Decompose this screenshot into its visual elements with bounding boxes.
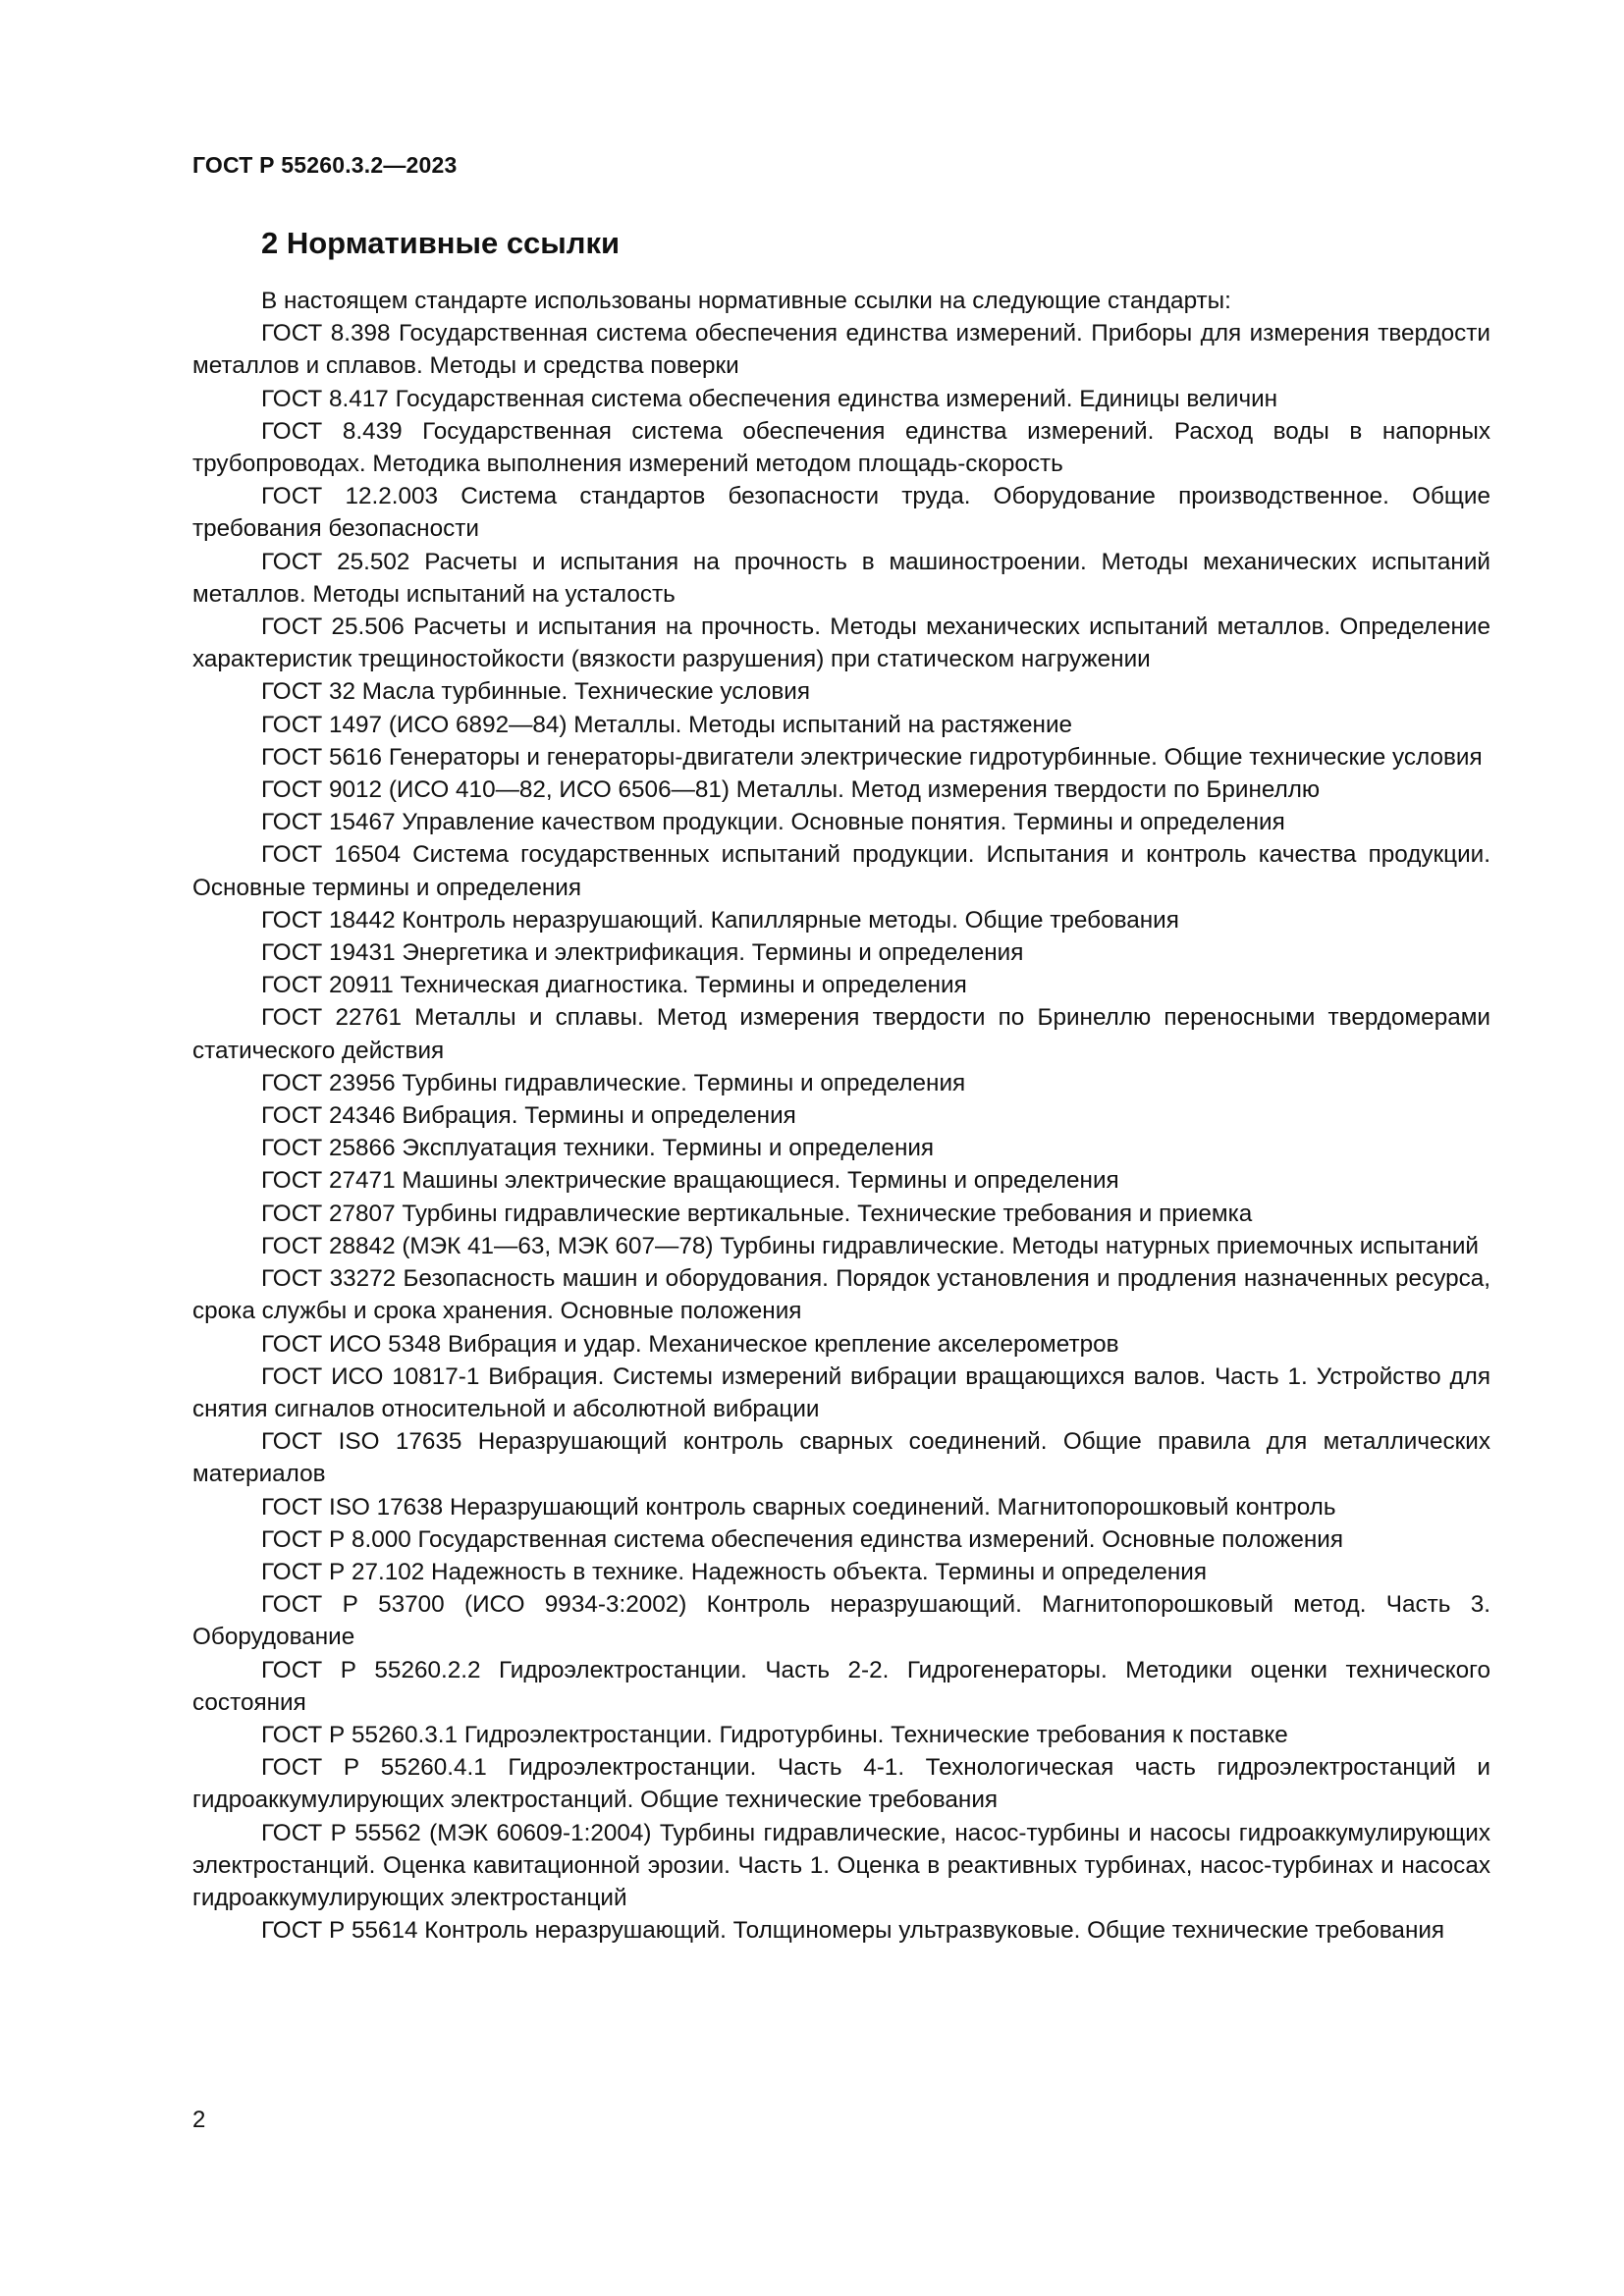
reference-item: ГОСТ 27471 Машины электрические вращающиеся. Термины и определения: [261, 1167, 1119, 1195]
reference-item: ГОСТ 19431 Энергетика и электрификация. Термины и определения: [261, 939, 1024, 967]
reference-item: ГОСТ Р 27.102 Надежность в технике. Надежность объекта. Термины и определения: [261, 1558, 1207, 1585]
reference-item: ГОСТ 15467 Управление качеством продукции. Основные понятия. Термины и определения: [261, 809, 1285, 836]
document-header: ГОСТ Р 55260.3.2—2023: [192, 152, 458, 178]
reference-item: ГОСТ 25.506 Расчеты и испытания на прочность. Методы механических испытаний металлов. Определение характеристик трещиностойкости (вязкости разрушения) при статическом нагружении: [192, 614, 1490, 673]
reference-item: ГОСТ 24346 Вибрация. Термины и определения: [261, 1102, 796, 1130]
reference-item: ГОСТ 5616 Генераторы и генераторы-двигатели электрические гидротурбинные. Общие технические условия: [261, 743, 1483, 771]
page-number: 2: [192, 2107, 206, 2133]
reference-item: ГОСТ 9012 (ИСО 410—82, ИСО 6506—81) Металлы. Метод измерения твердости по Бринеллю: [261, 776, 1321, 804]
intro-paragraph: В настоящем стандарте использованы нормативные ссылки на следующие стандарты:: [261, 288, 1231, 314]
reference-item: ГОСТ ИСО 10817-1 Вибрация. Системы измерений вибрации вращающихся валов. Часть 1. Устройство для снятия сигналов относительной и абсолютной вибрации: [192, 1362, 1490, 1422]
reference-item: ГОСТ 22761 Металлы и сплавы. Метод измерения твердости по Бринеллю переносными твердомерами статического действия: [192, 1004, 1490, 1064]
reference-item: ГОСТ 12.2.003 Система стандартов безопасности труда. Оборудование производственное. Общие требования безопасности: [192, 483, 1490, 543]
references-list: [192, 285, 1490, 1947]
reference-item: ГОСТ 27807 Турбины гидравлические вертикальные. Технические требования и приемка: [261, 1200, 1253, 1227]
reference-item: ГОСТ 8.398 Государственная система обеспечения единства измерений. Приборы для измерения твердости металлов и сплавов. Методы и средства поверки: [192, 320, 1490, 380]
reference-item: ГОСТ 32 Масла турбинные. Технические условия: [261, 678, 811, 706]
reference-item: ГОСТ Р 55260.2.2 Гидроэлектростанции. Часть 2-2. Гидрогенераторы. Методики оценки технического состояния: [192, 1656, 1490, 1716]
reference-item: ГОСТ 16504 Система государственных испытаний продукции. Испытания и контроль качества продукции. Основные термины и определения: [192, 841, 1490, 901]
reference-item: ГОСТ 1497 (ИСО 6892—84) Металлы. Методы испытаний на растяжение: [261, 711, 1073, 738]
reference-item: ГОСТ 23956 Турбины гидравлические. Термины и определения: [261, 1069, 966, 1096]
reference-item: ГОСТ 8.417 Государственная система обеспечения единства измерений. Единицы величин: [261, 385, 1278, 412]
reference-item: ГОСТ 8.439 Государственная система обеспечения единства измерений. Расход воды в напорных трубопроводах. Методика выполнения измерений методом площадь-скорость: [192, 417, 1490, 478]
reference-item: ГОСТ 33272 Безопасность машин и оборудования. Порядок установления и продления назначенных ресурса, срока службы и срока хранения. Основные положения: [192, 1265, 1490, 1325]
reference-item: ГОСТ Р 55562 (МЭК 60609-1:2004) Турбины гидравлические, насос-турбины и насосы гидроаккумулирующих электростанций. Оценка кавитационной эрозии. Часть 1. Оценка в реактивных турбинах, насос-турбинах и насосах гидроаккумулирующих электростанций: [192, 1819, 1490, 1911]
reference-item: ГОСТ ИСО 5348 Вибрация и удар. Механическое крепление акселерометров: [261, 1330, 1119, 1358]
reference-item: ГОСТ Р 8.000 Государственная система обеспечения единства измерений. Основные положения: [261, 1525, 1344, 1553]
reference-item: ГОСТ 25.502 Расчеты и испытания на прочность в машиностроении. Методы механических испытаний металлов. Методы испытаний на усталость: [192, 548, 1490, 608]
reference-item: ГОСТ ISO 17635 Неразрушающий контроль сварных соединений. Общие правила для металлических материалов: [192, 1428, 1490, 1488]
section-title: 2 Нормативные ссылки: [261, 226, 621, 260]
reference-item: ГОСТ 28842 (МЭК 41—63, МЭК 607—78) Турбины гидравлические. Методы натурных приемочных испытаний: [261, 1232, 1480, 1259]
reference-item: ГОСТ 25866 Эксплуатация техники. Термины и определения: [261, 1135, 935, 1162]
reference-item: ГОСТ ISO 17638 Неразрушающий контроль сварных соединений. Магнитопорошковый контроль: [261, 1493, 1336, 1521]
reference-item: ГОСТ 18442 Контроль неразрушающий. Капиллярные методы. Общие требования: [261, 906, 1179, 934]
reference-item: ГОСТ Р 55614 Контроль неразрушающий. Толщиномеры ультразвуковые. Общие технические требования: [261, 1917, 1445, 1945]
reference-item: ГОСТ Р 53700 (ИСО 9934-3:2002) Контроль неразрушающий. Магнитопорошковый метод. Часть 3. Оборудование: [192, 1591, 1490, 1651]
reference-item: ГОСТ Р 55260.4.1 Гидроэлектростанции. Часть 4-1. Технологическая часть гидроэлектростанций и гидроаккумулирующих электростанций. Общие технические требования: [192, 1754, 1490, 1814]
reference-item: ГОСТ 20911 Техническая диагностика. Термины и определения: [261, 972, 967, 999]
reference-item: ГОСТ Р 55260.3.1 Гидроэлектростанции. Гидротурбины. Технические требования к поставке: [261, 1721, 1288, 1748]
